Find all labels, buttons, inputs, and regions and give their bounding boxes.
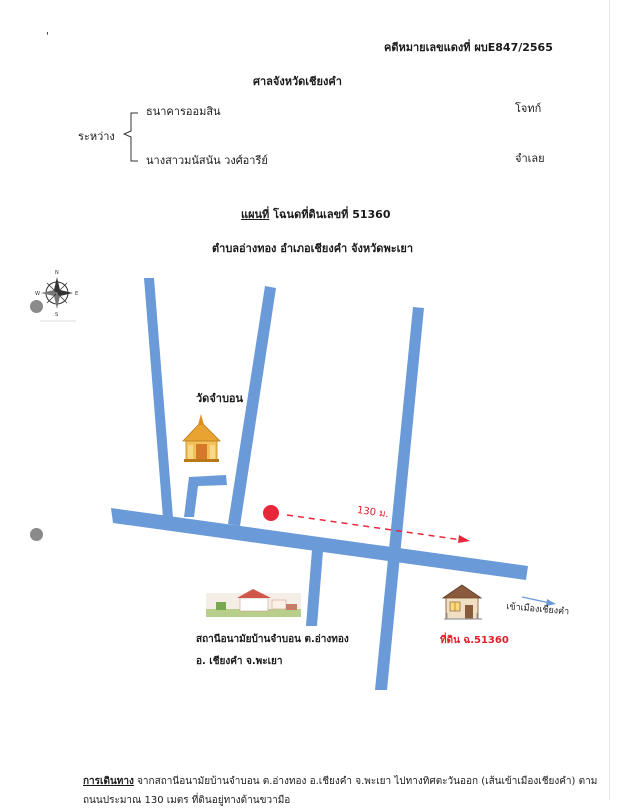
compass-s: S xyxy=(55,312,59,318)
case-number: คดีหมายเลขแดงที่ ผบE847/2565 xyxy=(384,41,553,54)
road-south xyxy=(306,550,323,626)
house-icon xyxy=(443,585,482,619)
court-name: ศาลจังหวัดเชียงคำ xyxy=(253,75,342,88)
plaintiff-name: ธนาคารออมสิน xyxy=(146,105,221,118)
road-loop xyxy=(184,475,227,517)
directions-label: การเดินทาง xyxy=(83,776,134,787)
road-east xyxy=(375,307,424,690)
temple-icon xyxy=(183,414,220,462)
deed-text: โฉนดที่ดินเลขที่ 51360 xyxy=(269,208,391,221)
temple-label: วัดจำบอน xyxy=(196,392,244,405)
compass-n: N xyxy=(55,270,59,276)
defendant-name: นางสาวมนัสนัน วงศ์อารีย์ xyxy=(146,154,268,167)
directions-line1 xyxy=(83,774,597,789)
defendant-role: จำเลย xyxy=(515,152,545,165)
directions-text: จากสถานีอนามัยบ้านจำบอน ต.อ่างทอง อ.เชียงคำ จ.พะเยา ไปทางทิศตะวันออก (เส้นเข้าเมืองเชียงคำ) ตาม xyxy=(133,776,598,787)
distance-arrowhead xyxy=(458,535,470,543)
road-network xyxy=(111,278,528,690)
direction-label: เข้าเมืองเชียงคำ xyxy=(505,601,570,618)
health-station-icon xyxy=(206,589,301,617)
distance-label: 130 ม. xyxy=(356,504,390,521)
party-bracket xyxy=(124,113,138,161)
directions-line2: ถนนประมาณ 130 เมตร ที่ดินอยู่ทางด้านขวามือ xyxy=(83,795,291,806)
land-label: ที่ดิน ฉ.51360 xyxy=(440,635,509,646)
road-west xyxy=(144,278,173,518)
between-label: ระหว่าง xyxy=(78,130,115,143)
location-marker xyxy=(263,505,279,521)
map-label: แผนที่ xyxy=(241,208,270,221)
stray-mark: ' xyxy=(46,31,49,42)
plaintiff-role: โจทก์ xyxy=(515,102,542,115)
compass-w: W xyxy=(35,291,40,297)
compass-e: E xyxy=(75,291,79,297)
health-station-line1: สถานีอนามัยบ้านจำบอน ต.อ่างทอง xyxy=(196,634,349,645)
location-title: ตำบลอ่างทอง อำเภอเชียงคำ จังหวัดพะเยา xyxy=(212,242,413,255)
health-station-line2: อ. เชียงคำ จ.พะเยา xyxy=(196,656,283,667)
